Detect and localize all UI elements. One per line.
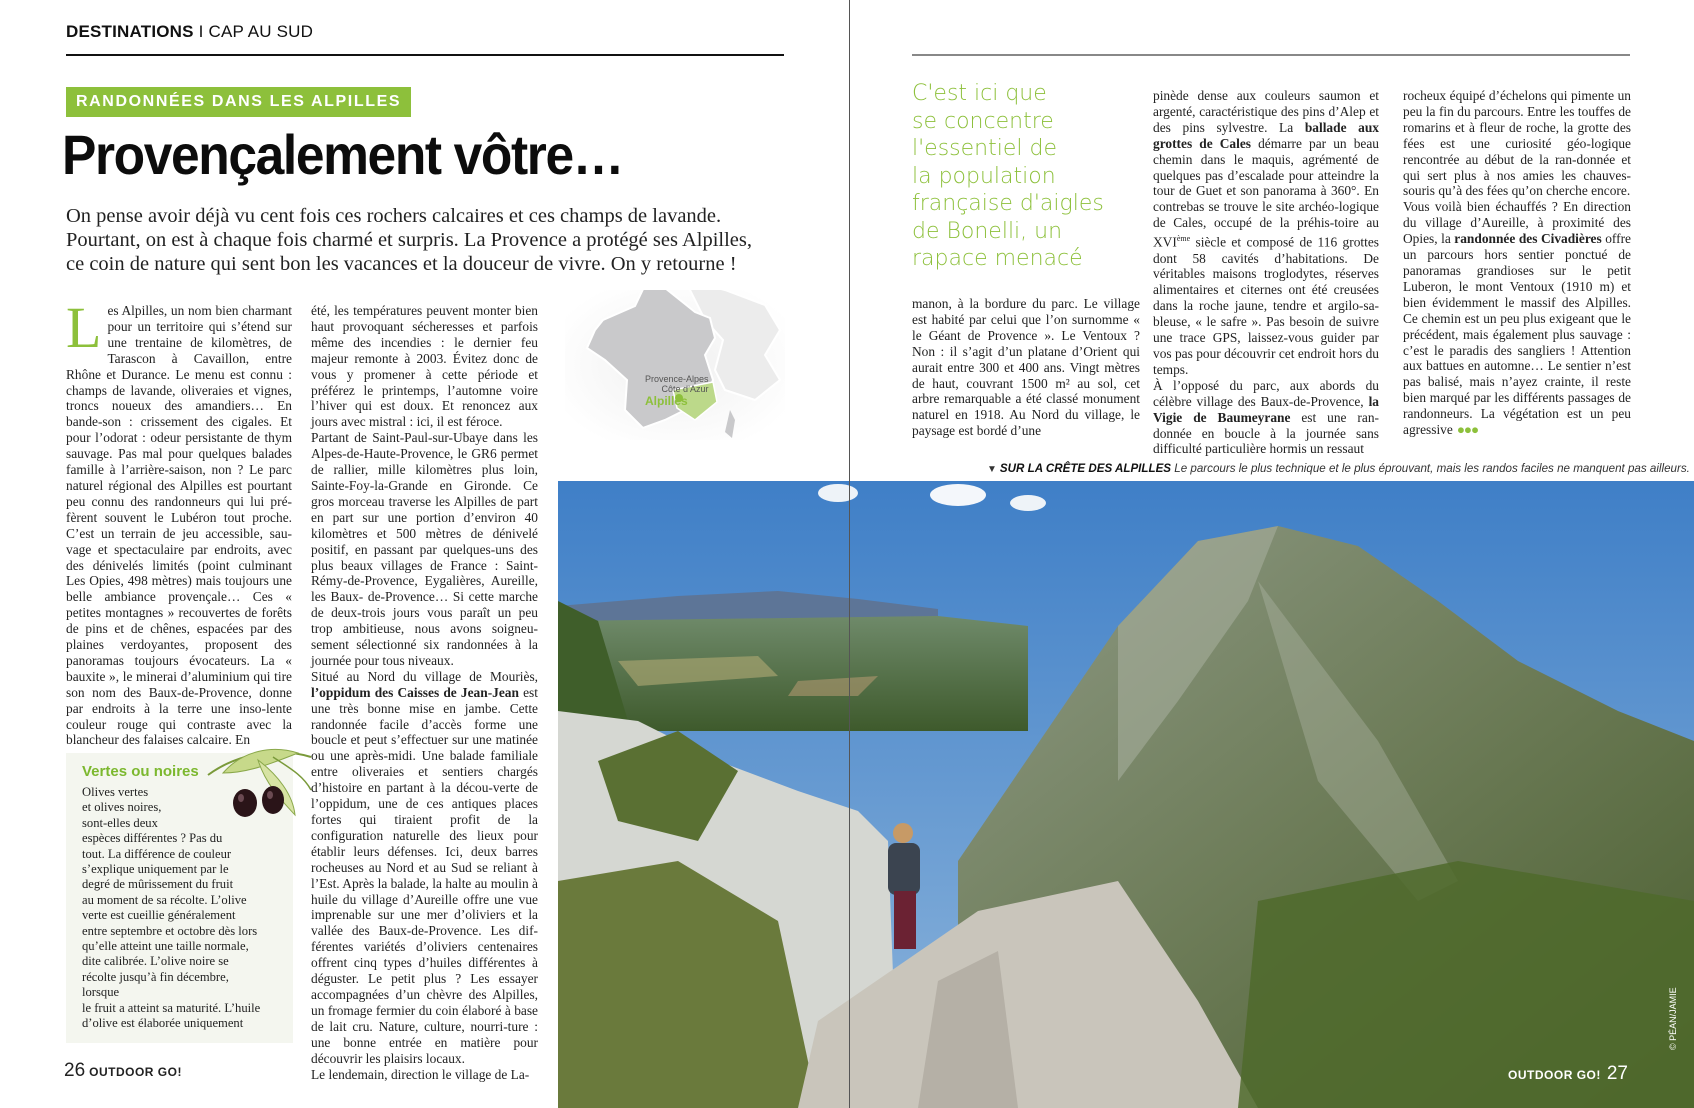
lead-line: ce coin de nature qui sent bon les vacances et la douceur de vivre. On y retourne ! xyxy=(66,253,737,275)
page-number: 26 xyxy=(64,1060,86,1081)
magazine-brand: OUTDOOR GO! xyxy=(1508,1068,1601,1082)
paragraph: été, les températures peuvent monter bien haut provoquant sécheresses et parfois même des incendies : le dernier feu majeur remonte à 2003. Évitez donc de vous y promener à cette période et préférez le printemps, l’automne voire l’hiver qui est doux. Et renoncez aux jours avec mistral : ici, il est féroce. xyxy=(311,303,538,430)
drop-cap: L xyxy=(66,295,102,360)
continued-dots-icon: ●●● xyxy=(1456,422,1479,438)
lead-line: Pourtant, on est à chaque fois charmé et surpris. La Provence a protégé ses Alpilles, xyxy=(66,229,752,251)
location-map xyxy=(565,290,785,440)
photo-caption xyxy=(987,462,1690,475)
headline: Provençalement vôtre… xyxy=(62,123,623,186)
text-run: est une très bonne mise en jambe. Cette randonnée facile d’accès forme une boucle et peut s’effectuer sur une matinée ou une après-midi. Une balade familiale entre oliveraies et sentiers chargés d’histoire en partant à la décou-verte de l’oppidum, une de ces antiques places fortes qui tiraient profit de la configuration naturelle des lieux pour établir leurs défenses. Ici, deux barres rocheuses au Nord et au Sud se reliant à l’Est. Après la balade, la halte au moulin à huile du village d’Aureille offre une vue imprenable sur une mer d’oliviers et la vallée des Baux-de-Provence. Les dif-férentes variétés d’oliviers centenaires offrent cinq types d’huiles différentes à déguster. Le petit plus ? Les essayer accompagnées d’un chèvre des Alpilles, un fromage fermier du coin élaboré à base de lait cru. Nature, culture, nourri-ture : une bonne entrée en matière pour découvrir les plaisirs locaux. xyxy=(311,684,538,1066)
lead-line: On pense avoir déjà vu cent fois ces rochers calcaires et ces champs de lavande. xyxy=(66,205,722,227)
photo-credit: © PÉAN/JAMIE xyxy=(1668,987,1678,1050)
sidebar-line: récolte jusqu’à fin décembre, xyxy=(82,969,229,984)
text-run: pinède dense aux couleurs saumon et argenté, caractéristique des pins d’Alep et des pins sylvestre. La xyxy=(1153,88,1379,135)
sidebar-title: Vertes ou noires xyxy=(82,763,199,780)
map-region-line: Côte d’Azur xyxy=(661,384,709,394)
paragraph: rocheux équipé d’échelons qui pimente un peu la fin du parcours. Entre les touffes de romarins et à fleur de roche, la grotte des fées est une curiosité géo-logique rencontrée au début de la ran-donnée et qui sert plus à nos amies les chauves-souris qu’à des fées qu’on cherche encore. xyxy=(1403,88,1631,199)
sidebar-line: au moment de sa récolte. L’olive xyxy=(82,892,247,907)
sidebar-text xyxy=(82,785,287,1032)
superscript: ème xyxy=(1176,234,1191,244)
pull-quote-line: C'est ici que xyxy=(912,81,1047,106)
paragraph: Le lendemain, direction le village de La- xyxy=(311,1066,530,1082)
pull-quote xyxy=(912,80,1122,273)
map-region-label xyxy=(645,374,709,394)
page-gutter xyxy=(849,0,850,1108)
text-run: siècle et composé de 116 grottes dont 58 cavités d’habitations. De véritables maisons troglodytes, réserves alimentaires et citernes ont été creusées dans la roche jaune, tendre et argilo-sa-bleuse, « le safre ». Pas besoin de suivre une trace GPS, laissez-vous guider par vos pas pour découvrir cet endroit hors du temps. xyxy=(1153,234,1379,377)
hike-name: randonnée des Civadières xyxy=(1454,231,1602,247)
sidebar-line: Olives vertes xyxy=(82,785,149,799)
sidebar-line: s’explique uniquement par le xyxy=(82,862,229,877)
mountain-landscape-image xyxy=(558,481,1694,1108)
header-rule xyxy=(66,54,784,56)
article-column-1 xyxy=(66,295,292,748)
text-run: Vous voilà bien échauffés ? En direction du village d’Aureille, à proximité des Opies, la xyxy=(1403,199,1631,247)
sidebar-line: et olives noires, xyxy=(82,800,162,815)
sidebar-line: tout. La différence de couleur xyxy=(82,846,232,861)
text-run: démarre par un beau chemin dans le maquis, agrémenté de quelques pas d’escalade pour atteindre la tour de Guet et son panorama à 360°. En contrebas se trouve le site archéo-logique de Cales, occupé de la préhis-toire au XVI xyxy=(1153,135,1379,250)
paragraph xyxy=(1153,88,1379,378)
pull-quote-line: française d'aigles xyxy=(912,191,1104,216)
landscape-photo xyxy=(558,481,1694,1108)
article-column-3 xyxy=(912,296,1140,439)
column-text: es Alpilles, un nom bien charmant pour un territoire qui s’étend sur une trentaine de kilomètres, de Tarascon à Cavaillon, entre Rhône et Durance. Le menu est connu : champs de lavande, oliveraies et vignes, troncs noueux des amandiers… En bande-son : crissement des cigales. Et pour l’odorat : odeur persistante de thym sauvage. Pas mal pour quelques balades famille à l’arrière-saison, non ? Le parc naturel régional des Alpilles est pourtant peu connu des randonneurs qui lui pré-fèrent souvent le Lubéron tout proche. C’est un terrain de jeu accessible, sau-vage et spectaculaire par endroits, avec des dénivelés limités (point culminant Les Opies, 498 mètres) mais toujours une belle ambiance provençale… Ces « petites montagnes » recouvertes de forêts de pins et de chênes, espacées par des plaines verdoyantes, proposent des panoramas toujours évocateurs. La « bauxite », le minerai d’aluminium qui tire son nom des Baux-de-Provence, donne par endroits à la terre une inso-lente couleur rouge qui contraste avec la blancheur des falaises calcaire. En xyxy=(66,303,292,748)
pull-quote-line: se concentre xyxy=(912,108,1054,134)
paragraph xyxy=(311,669,538,1067)
sidebar-line: lorsque xyxy=(82,985,120,1000)
page-folio-left xyxy=(64,1060,182,1082)
sidebar-box xyxy=(66,753,293,1043)
sidebar-line: degré de mûrissement du fruit xyxy=(82,877,234,892)
hike-name: l’oppidum des Caisses de Jean-Jean xyxy=(311,684,519,700)
pull-quote-line: rapace menacé xyxy=(912,246,1083,271)
sidebar-line: le fruit a atteint sa maturité. L’huile xyxy=(82,1000,261,1015)
pull-quote-line: de Bonelli, un xyxy=(912,218,1063,244)
pull-quote-line: l'essentiel de xyxy=(912,136,1057,161)
text-run: offre un parcours hors sentier ponctué de panoramas grandioses sur le petit Luberon, le mont Ventoux (1910 m) et bien évidemment le massif des Alpilles. Ce chemin est un peu plus exigeant que le précédent, mais également plus sauvage : c’est le paradis des sangliers ! Attention aux battues en automne… Le sentier n’est pas balisé, mais n’ayez crainte, il reste bien marqué par les différents passages de randonneurs. La végétation est un peu agressive xyxy=(1403,231,1631,438)
map-region-line: Provence-Alpes xyxy=(645,374,709,384)
pull-quote-line: la population xyxy=(912,163,1056,189)
hike-name: la Vigie de Baumeyrane xyxy=(1153,393,1379,425)
sidebar-line: verte est cueillie généralement xyxy=(82,908,236,923)
caption-arrow-icon: ▼ xyxy=(987,464,997,475)
lead-paragraph xyxy=(66,204,786,276)
sidebar-line: sont-elles deux xyxy=(82,815,158,830)
paragraph: manon, à la bordure du parc. Le village est habité par celui que l’on surnomme « le Géant de Provence ». Le Ventoux ? Non : il s’agit d’un platane d’Orient qui aurait entre 300 et 400 ans. Vingt mètres de haut, couvrant 1500 m² au sol, cet arbre remarquable a été classé monument naturel en 1918. Au Nord du village, le paysage est bordé d’une xyxy=(912,296,1140,439)
header-rule xyxy=(912,54,1630,56)
caption-heading: SUR LA CRÊTE DES ALPILLES xyxy=(999,462,1172,475)
section-sublabel: I CAP AU SUD xyxy=(193,22,314,41)
section-label: DESTINATIONS xyxy=(66,22,194,41)
article-column-2 xyxy=(311,303,538,1082)
paragraph: Partant de Saint-Paul-sur-Ubaye dans les Alpes-de-Haute-Provence, le GR6 permet de rallier, mille kilomètres plus loin, Sainte-Foy-la-Grande en Gironde. Ce gros morceau traverse les Alpilles de part en part sur une portion d’environ 40 kilomètres et 500 mètres de dénivelé positif, en passant par quelques-uns des plus beaux villages de France : Saint-Rémy-de-Provence, Eygalières, Aureille, les Baux- de-Provence… Si cette marche de deux-trois jours vous paraît un peu trop ambitieuse, nous avons soigneu-sement sélectionné six randonnées à la journée pour tous niveaux. xyxy=(311,430,538,668)
text-run: Situé au Nord du village de Mouriès, xyxy=(311,668,538,684)
france-map-icon xyxy=(565,290,785,440)
text-run: À l’opposé du parc, aux abords du célèbre village des Baux-de-Provence, xyxy=(1153,377,1379,409)
article-column-4 xyxy=(1153,88,1379,457)
section-header xyxy=(66,22,313,42)
sidebar-line: entre septembre et octobre dès lors xyxy=(82,923,258,938)
paragraph xyxy=(1403,199,1631,438)
page-number: 27 xyxy=(1606,1063,1628,1084)
magazine-brand: OUTDOOR GO! xyxy=(89,1065,182,1079)
map-marker-label: Alpilles xyxy=(645,394,688,408)
article-column-5 xyxy=(1403,88,1631,438)
sidebar-line: espèces différentes ? Pas du xyxy=(82,831,223,846)
sidebar-line: qu’elle atteint une taille normale, xyxy=(82,939,249,954)
sidebar-line: dite calibrée. L’olive noire se xyxy=(82,954,229,969)
paragraph xyxy=(1153,378,1379,458)
page-folio-right xyxy=(1504,1063,1628,1085)
kicker-banner: RANDONNÉES DANS LES ALPILLES xyxy=(66,87,411,117)
hike-name: ballade aux grottes de Cales xyxy=(1153,119,1379,151)
caption-text: Le parcours le plus technique et le plus éprouvant, mais les randos faciles ne manquent pas ailleurs. xyxy=(1171,462,1690,475)
sidebar-line: d’olive est élaborée uniquement xyxy=(82,1016,244,1031)
text-run: est une ran-donnée en boucle à la journée sans difficulté particulière hormis un ressaut xyxy=(1153,409,1379,457)
